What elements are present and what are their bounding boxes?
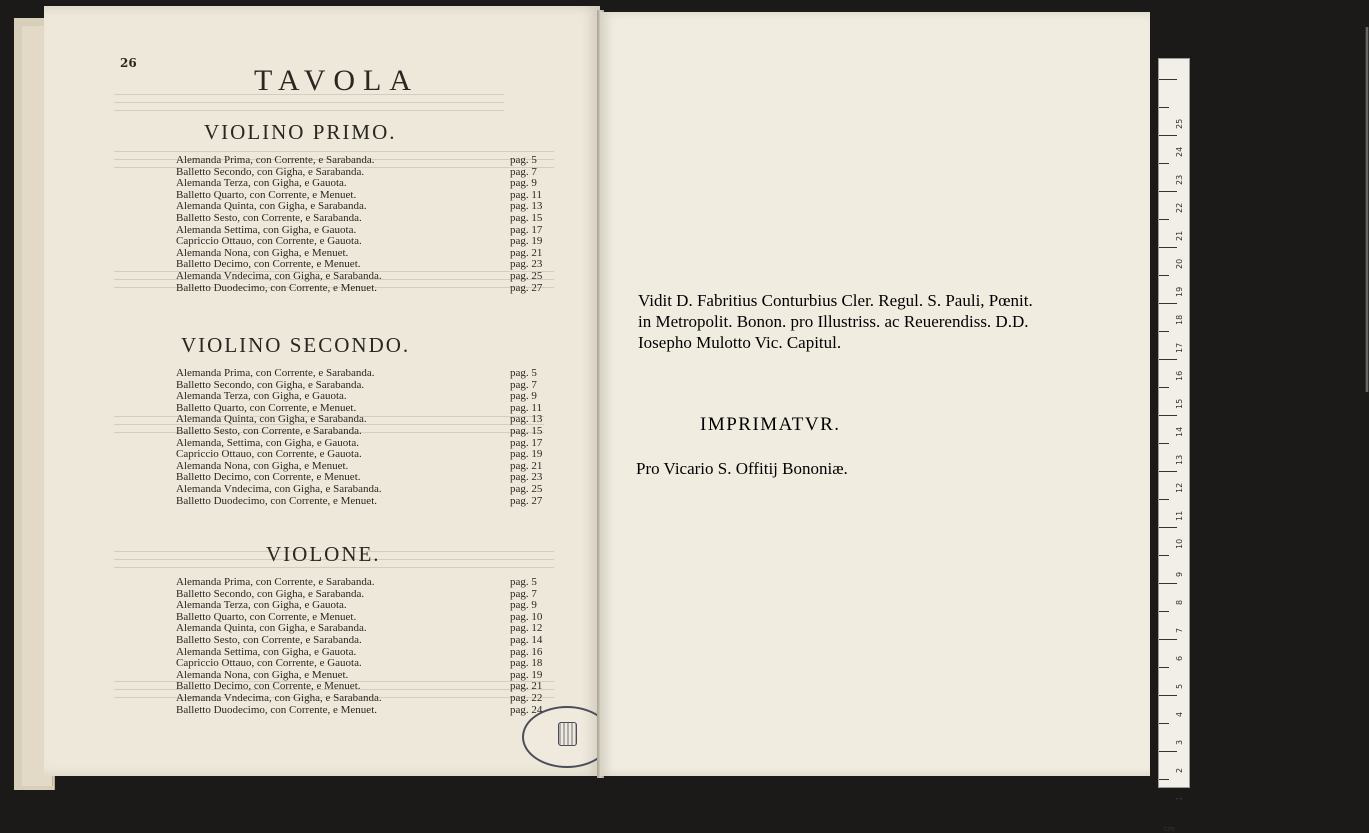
section-title-violino-secondo: VIOLINO SECONDO.: [181, 333, 411, 357]
ruler-label: 20: [1175, 258, 1184, 269]
ruler-tick: [1159, 303, 1177, 304]
ruler-tick: [1159, 359, 1177, 360]
toc-entry: Balletto Secondo, con Gigha, e Sarabanda. pag. 7: [176, 378, 537, 391]
ruler-tick: [1159, 583, 1177, 584]
ruler-label: 11: [1175, 510, 1184, 521]
toc-entry: Balletto Quarto, con Corrente, e Menuet. pag. 10: [176, 610, 543, 623]
ruler-label: 25: [1175, 118, 1184, 129]
toc-entry: Balletto Decimo, con Corrente, e Menuet. pag. 21: [176, 680, 543, 693]
ruler-label: 13: [1175, 454, 1184, 465]
ruler-tick: [1159, 499, 1169, 500]
pro-vicario-line: Pro Vicario S. Offitij Bononiæ.: [636, 459, 848, 478]
ruler-label: 16: [1175, 370, 1184, 381]
toc-entry: Alemanda Nona, con Gigha, e Menuet. pag. 21: [176, 459, 543, 472]
ruler-label: 22: [1175, 202, 1184, 213]
ruler-tick: [1159, 387, 1169, 388]
toc-violino-secondo: [176, 368, 556, 507]
toc-entry: Alemanda Terza, con Gigha, e Gauota. pag. 9: [176, 177, 537, 190]
section-title-violone: VIOLONE.: [266, 542, 381, 566]
ruler-label: 2: [1175, 767, 1184, 773]
ruler-tick: [1159, 191, 1177, 192]
toc-entry: Capriccio Ottauo, con Corrente, e Gauota. pag. 19: [176, 235, 543, 248]
toc-entry: Capriccio Ottauo, con Corrente, e Gauota. pag. 19: [176, 448, 543, 461]
ruler-tick: [1159, 695, 1177, 696]
approval-line: Iosepho Mulotto Vic. Capitul.: [638, 333, 842, 352]
ruler-tick: [1159, 611, 1169, 612]
ruler-unit-label: cm: [1164, 825, 1175, 833]
ruler-tick: [1159, 471, 1177, 472]
ruler-tick: [1159, 163, 1169, 164]
toc-entry: Alemanda Nona, con Gigha, e Menuet. pag. 21: [176, 246, 543, 259]
paper-crease: [1365, 27, 1369, 392]
toc-entry: Alemanda Vndecima, con Gigha, e Sarabanda. pag. 25: [176, 269, 543, 282]
ruler-label: 24: [1175, 146, 1184, 157]
ruler-label: 7: [1175, 627, 1184, 633]
ruler-tick: [1159, 639, 1177, 640]
right-page: [600, 12, 1150, 776]
measurement-ruler: [1158, 58, 1190, 833]
ruler-label: 12: [1175, 482, 1184, 493]
ruler-label: 18: [1175, 314, 1184, 325]
ruler-tick: [1159, 331, 1169, 332]
toc-entry: Balletto Decimo, con Corrente, e Menuet. pag. 23: [176, 258, 543, 271]
ruler-tick: [1159, 443, 1169, 444]
toc-entry: Alemanda Terza, con Gigha, e Gauota. pag. 9: [176, 599, 537, 612]
ruler-tick: [1159, 555, 1169, 556]
ruler-label: 10: [1175, 538, 1184, 549]
ruler-tick: [1159, 79, 1177, 80]
ruler-label: 1: [1175, 795, 1184, 801]
toc-entry: Alemanda Vndecima, con Gigha, e Sarabanda. pag. 25: [176, 482, 543, 495]
ruler-tick: [1159, 275, 1169, 276]
ruler-label: 4: [1175, 711, 1184, 717]
toc-entry: Alemanda Vndecima, con Gigha, e Sarabanda. pag. 22: [176, 691, 543, 704]
toc-entry: Balletto Sesto, con Corrente, e Sarabanda. pag. 15: [176, 424, 543, 437]
toc-violino-primo: [176, 155, 556, 294]
imprimatur-heading: IMPRIMATVR.: [700, 414, 841, 435]
page-title: TAVOLA: [254, 64, 420, 97]
toc-entry: Alemanda Prima, con Corrente, e Sarabanda. pag. 5: [176, 367, 537, 379]
ruler-label: 21: [1175, 230, 1184, 241]
toc-entry: Alemanda Nona, con Gigha, e Menuet. pag. 19: [176, 668, 543, 681]
ruler-tick: [1159, 247, 1177, 248]
toc-entry: Alemanda Settima, con Gigha, e Gauota. pag. 16: [176, 645, 543, 658]
toc-entry: Alemanda Quinta, con Gigha, e Sarabanda. pag. 13: [176, 413, 543, 426]
ruler-tick: [1159, 107, 1169, 108]
ruler-label: 17: [1175, 342, 1184, 353]
toc-entry: Balletto Sesto, con Corrente, e Sarabanda. pag. 14: [176, 633, 543, 646]
ruler-tick: [1159, 667, 1169, 668]
left-page: [44, 6, 600, 776]
ruler-tick: [1159, 527, 1177, 528]
ruler-label: 6: [1175, 655, 1184, 661]
ruler-label: 3: [1175, 739, 1184, 745]
toc-violone: [176, 577, 556, 716]
toc-entry: Alemanda, Settima, con Gigha, e Gauota. pag. 17: [176, 436, 543, 449]
ruler-label: 23: [1175, 174, 1184, 185]
page-number: 26: [120, 56, 137, 70]
ruler-label: 15: [1175, 398, 1184, 409]
toc-entry: Alemanda Terza, con Gigha, e Gauota. pag. 9: [176, 390, 537, 403]
toc-entry: Alemanda Quinta, con Gigha, e Sarabanda. pag. 12: [176, 622, 543, 635]
toc-entry: Alemanda Prima, con Corrente, e Sarabanda. pag. 5: [176, 154, 537, 166]
toc-entry: Balletto Duodecimo, con Corrente, e Menuet. pag. 24: [176, 703, 543, 716]
ruler-label: 8: [1175, 599, 1184, 605]
toc-entry: Capriccio Ottauo, con Corrente, e Gauota. pag. 18: [176, 657, 543, 670]
toc-entry: Alemanda Quinta, con Gigha, e Sarabanda. pag. 13: [176, 200, 543, 213]
ruler-tick: [1159, 779, 1169, 780]
toc-entry: Balletto Decimo, con Corrente, e Menuet. pag. 23: [176, 471, 543, 484]
section-title-violino-primo: VIOLINO PRIMO.: [204, 120, 397, 144]
ruler-label: 19: [1175, 286, 1184, 297]
toc-entry: Alemanda Settima, con Gigha, e Gauota. pag. 17: [176, 223, 543, 236]
ruler-label: 9: [1175, 571, 1184, 577]
ruler-tick: [1159, 723, 1169, 724]
toc-entry: Balletto Secondo, con Gigha, e Sarabanda. pag. 7: [176, 587, 537, 600]
toc-entry: Balletto Duodecimo, con Corrente, e Menuet. pag. 27: [176, 494, 543, 507]
ruler-tick: [1159, 135, 1177, 136]
ruler-tick: [1159, 219, 1169, 220]
toc-entry: Balletto Duodecimo, con Corrente, e Menuet. pag. 27: [176, 281, 543, 294]
toc-entry: Balletto Quarto, con Corrente, e Menuet. pag. 11: [176, 188, 542, 201]
toc-entry: Balletto Sesto, con Corrente, e Sarabanda. pag. 15: [176, 211, 543, 224]
toc-entry: Alemanda Prima, con Corrente, e Sarabanda. pag. 5: [176, 576, 537, 588]
approval-text: [638, 290, 1098, 353]
approval-line: Vidit D. Fabritius Conturbius Cler. Regul. S. Pauli, Pœnit.: [638, 291, 1033, 310]
ruler-tick: [1159, 751, 1177, 752]
ruler-label: 5: [1175, 683, 1184, 689]
ruler-label: 14: [1175, 426, 1184, 437]
approval-line: in Metropolit. Bonon. pro Illustriss. ac Reuerendiss. D.D.: [638, 312, 1029, 331]
ruler-tick: [1159, 415, 1177, 416]
toc-entry: Balletto Secondo, con Gigha, e Sarabanda. pag. 7: [176, 165, 537, 178]
toc-entry: Balletto Quarto, con Corrente, e Menuet. pag. 11: [176, 401, 542, 414]
